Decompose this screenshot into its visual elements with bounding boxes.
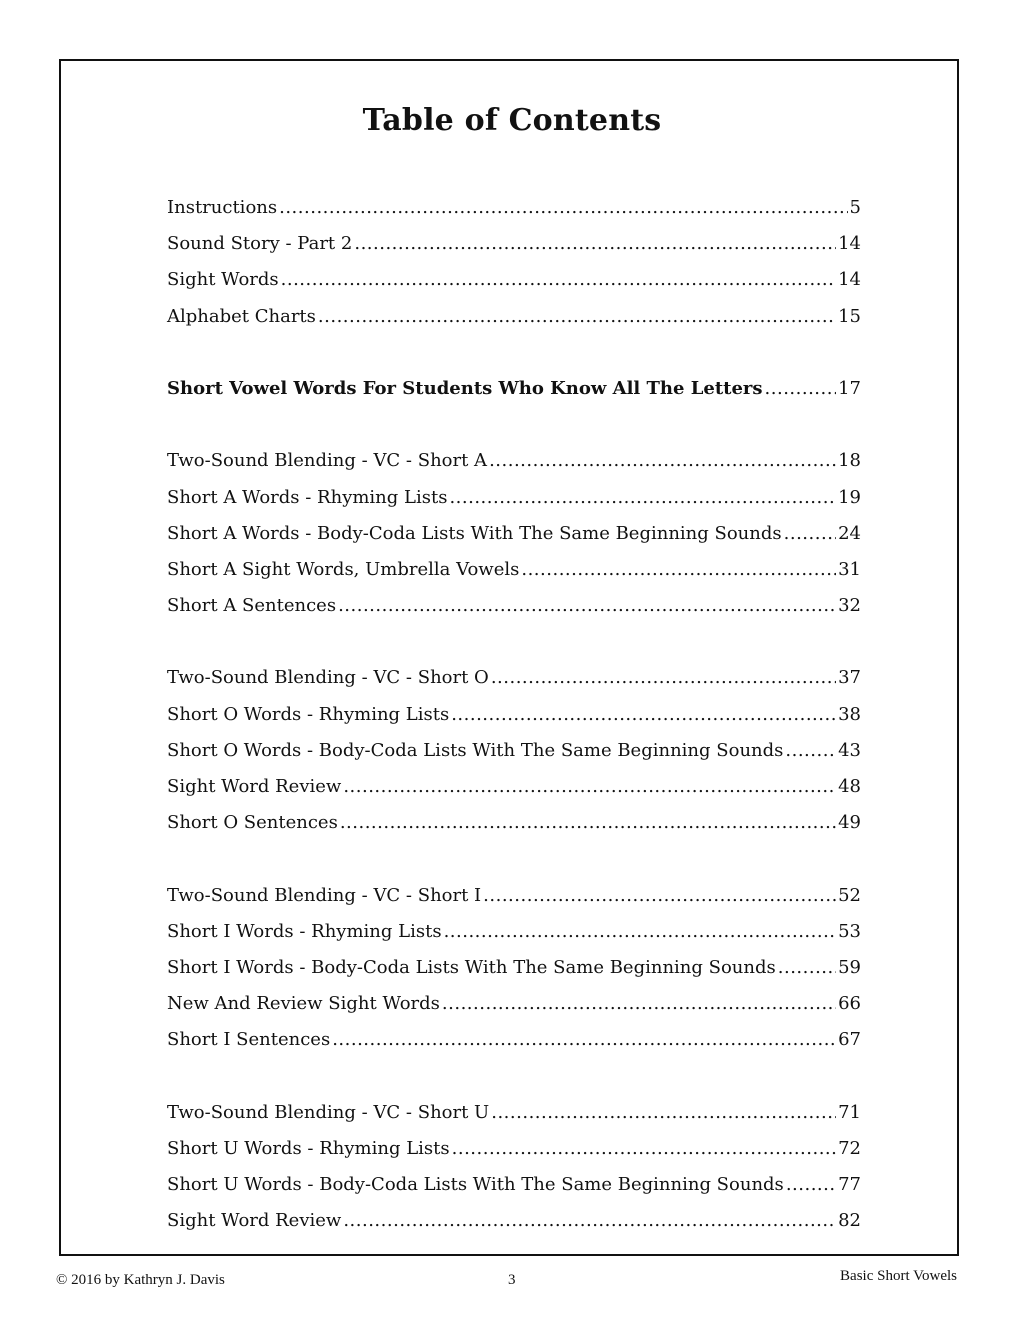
toc-entry [167, 226, 861, 262]
toc-entry [167, 443, 861, 479]
toc-entry-label: Short A Words - Rhyming Lists [167, 486, 448, 508]
toc-entry-label: Two-Sound Blending - VC - Short I [167, 884, 482, 906]
toc-entry-page: 37 [838, 667, 861, 689]
toc-entry-page: 49 [838, 812, 861, 834]
toc-entry-label: Short I Words - Rhyming Lists [167, 920, 442, 942]
toc-entry-page: 32 [838, 595, 861, 617]
toc-entry-label: Two-Sound Blending - VC - Short A [167, 450, 488, 472]
page-title: Table of Contents [362, 103, 662, 138]
section-gap [167, 841, 861, 877]
toc-entry-page: 71 [838, 1101, 861, 1123]
toc-entry [167, 660, 861, 696]
toc-entry-page: 5 [849, 197, 861, 218]
toc-entry-label: Instructions [167, 197, 278, 218]
toc-entry-label: Alphabet Charts [167, 305, 316, 327]
toc-entry-page: 43 [838, 739, 861, 761]
toc-entry-label: Two-Sound Blending - VC - Short O [167, 667, 489, 689]
dot-leader [340, 805, 836, 841]
dot-leader [765, 371, 837, 407]
dot-leader [778, 950, 836, 986]
dot-leader [521, 552, 836, 588]
toc-entry [167, 986, 861, 1022]
toc-entry [167, 914, 861, 950]
toc-entry [167, 733, 861, 769]
table-of-contents [167, 190, 861, 1239]
toc-entry [167, 552, 861, 588]
dot-leader [449, 480, 836, 516]
toc-entry [167, 1022, 861, 1058]
toc-entry-label: Sight Words [167, 269, 279, 291]
dot-leader [343, 1203, 836, 1239]
toc-entry-page: 48 [838, 776, 861, 797]
toc-entry-label: Short A Sentences [167, 595, 337, 617]
dot-leader [491, 1095, 836, 1131]
toc-entry-page: 17 [838, 377, 861, 399]
toc-entry [167, 299, 861, 335]
toc-entry-page: 59 [838, 956, 861, 978]
toc-entry-page: 67 [838, 1029, 861, 1051]
toc-entry [167, 1203, 861, 1239]
toc-entry-label: Sound Story - Part 2 [167, 233, 353, 255]
toc-entry-label: Short Vowel Words For Students Who Know All The Letters [167, 377, 763, 399]
toc-entry-page: 38 [838, 703, 861, 725]
dot-leader [354, 226, 836, 262]
toc-entry [167, 480, 861, 516]
toc-entry [167, 371, 861, 407]
dot-leader [442, 986, 836, 1022]
toc-entry-page: 24 [838, 522, 861, 544]
toc-entry-page: 53 [838, 920, 861, 942]
toc-entry-label: Short O Words - Rhyming Lists [167, 703, 450, 725]
toc-entry-page: 31 [838, 558, 861, 580]
toc-entry [167, 190, 861, 226]
section-gap [167, 624, 861, 660]
dot-leader [785, 733, 836, 769]
dot-leader [343, 769, 836, 805]
toc-entry [167, 769, 861, 805]
toc-entry [167, 805, 861, 841]
dot-leader [491, 660, 836, 696]
toc-entry-page: 77 [838, 1174, 861, 1196]
toc-entry [167, 516, 861, 552]
footer-book-title: Basic Short Vowels [840, 1268, 957, 1284]
toc-entry [167, 950, 861, 986]
toc-entry-label: Short O Sentences [167, 812, 338, 834]
section-gap [167, 335, 861, 371]
toc-entry-page: 18 [838, 450, 861, 472]
toc-entry-page: 14 [838, 269, 861, 291]
dot-leader [338, 588, 836, 624]
toc-entry-label: Sight Word Review [167, 1210, 342, 1232]
toc-entry [167, 588, 861, 624]
toc-entry-label: Short U Words - Rhyming Lists [167, 1137, 450, 1159]
toc-entry-label: Short U Words - Body-Coda Lists With The Same Beginning Sounds [167, 1174, 784, 1196]
dot-leader [784, 516, 836, 552]
dot-leader [489, 443, 836, 479]
toc-entry-page: 72 [838, 1137, 861, 1159]
toc-entry-label: Short O Words - Body-Coda Lists With The Same Beginning Sounds [167, 739, 784, 761]
toc-entry-label: Short A Words - Body-Coda Lists With The Same Beginning Sounds [167, 522, 782, 544]
toc-entry-label: New And Review Sight Words [167, 993, 440, 1015]
toc-entry-label: Two-Sound Blending - VC - Short U [167, 1101, 490, 1123]
toc-entry-page: 15 [838, 305, 861, 327]
toc-entry-page: 52 [838, 884, 861, 906]
toc-entry [167, 1167, 861, 1203]
toc-entry-label: Short A Sight Words, Umbrella Vowels [167, 558, 520, 580]
footer-page-number: 3 [508, 1272, 516, 1288]
dot-leader [483, 878, 836, 914]
toc-entry-label: Short I Words - Body-Coda Lists With The Same Beginning Sounds [167, 956, 776, 978]
toc-entry-page: 19 [838, 486, 861, 508]
section-gap [167, 407, 861, 443]
dot-leader [444, 914, 837, 950]
dot-leader [786, 1167, 836, 1203]
dot-leader [332, 1022, 836, 1058]
dot-leader [281, 262, 836, 298]
dot-leader [279, 190, 847, 226]
toc-entry-label: Sight Word Review [167, 776, 342, 797]
toc-entry-page: 14 [838, 233, 861, 255]
dot-leader [451, 697, 836, 733]
toc-entry [167, 1095, 861, 1131]
toc-entry [167, 262, 861, 298]
toc-entry-page: 82 [838, 1210, 861, 1232]
toc-entry-label: Short I Sentences [167, 1029, 331, 1051]
dot-leader [452, 1131, 836, 1167]
section-gap [167, 1059, 861, 1095]
footer-copyright: © 2016 by Kathryn J. Davis [56, 1272, 225, 1288]
toc-entry-page: 66 [838, 993, 861, 1015]
toc-entry [167, 878, 861, 914]
toc-entry [167, 697, 861, 733]
dot-leader [318, 299, 836, 335]
toc-entry [167, 1131, 861, 1167]
